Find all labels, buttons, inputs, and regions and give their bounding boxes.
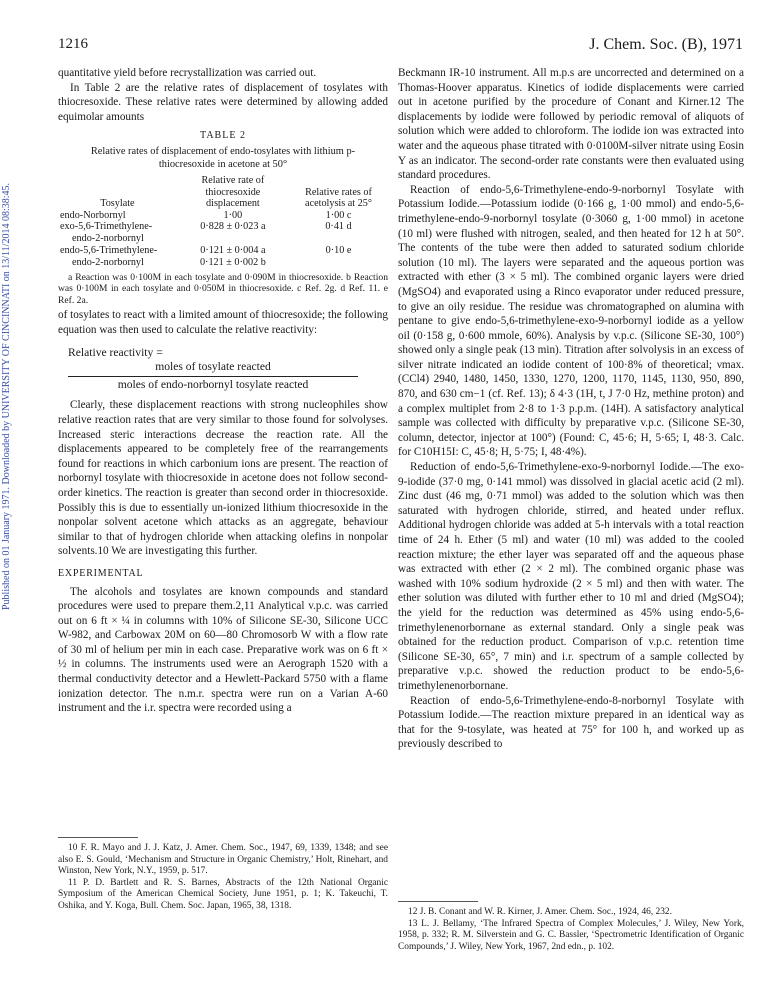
table-cell: 1·00 c <box>325 209 352 221</box>
table-row <box>58 233 388 245</box>
paragraph: Beckmann IR-10 instrument. All m.p.s are uncorrected and determined on a Thomas-Hoover apparatus. Kinetics of iodide displacements were carried out in acetone purified by the procedure of Conant and Kirner.12 The displacements by iodide were followed by periodic removal of aliquots of solution which were added to chloroform. The iodide ion was extracted into water and the aqueous phase titrated with 0·0100M-silver nitrate using Eosin Y as an indicator. The second-order rate constants were then evaluated using standard procedures. <box>398 67 744 182</box>
paragraph: The alcohols and tosylates are known compounds and standard procedures were used to prepare them.2,11 Analytical v.p.c. was carried out on 6 ft × ¼ in columns with 10% of Silicone SE-30, Silicone UCC W-982, and Carbowax 20M on 60—80 Chromosorb W with a flow rate of 30 ml of helium per min in each case. Preparative work was on 6 ft × ½ in columns. The instruments used were an Aerograph 1520 with a thermal conductivity detector and a Hewlett-Packard 5750 with a flame ionization detector. The n.m.r. spectra were run on a Varian A-60 instrument and the i.r. spectra were recorded using a <box>58 585 388 715</box>
left-column <box>58 66 388 716</box>
table-title: TABLE 2 <box>200 130 246 142</box>
download-watermark: Published on 01 January 1971. Downloaded by UNIVERSITY OF CINCINNATI on 13/11/2014 08:38:45. <box>1 182 12 610</box>
table-cell: 0·121 ± 0·004 a <box>200 245 266 257</box>
section-heading: EXPERIMENTAL <box>58 567 144 579</box>
table-cell: 0·828 ± 0·023 a <box>200 221 266 233</box>
table-cell: 0·10 e <box>325 245 352 257</box>
table-cell: endo-2-norbornyl <box>72 233 144 245</box>
table-footnotes: a Reaction was 0·100M in each tosylate and 0·090M in thiocresoxide. b Reaction was 0·100M in each tosylate and 0·050M in thiocresoxide. c Ref. 2g. d Ref. 11. e Ref. 2a. <box>58 271 388 306</box>
column-header: Relative rate of thiocresoxide displacement <box>201 175 265 210</box>
equation-lhs: Relative reactivity = <box>68 345 163 359</box>
table-cell: 0·41 d <box>325 221 352 233</box>
footnote-rule <box>398 901 478 902</box>
table-cell: endo-5,6-Trimethylene- <box>60 245 158 257</box>
table-cell <box>289 233 388 245</box>
table-cell: 0·121 ± 0·002 b <box>199 256 266 268</box>
relative-reactivity-equation <box>58 346 388 393</box>
paragraph: of tosylates to react with a limited amount of thiocresoxide; the following equation was then used to calculate the relative reactivity: <box>58 309 388 337</box>
paragraph: Reduction of endo-5,6-Trimethylene-exo-9-norbornyl Iodide.—The exo-9-iodide (37·0 mg, 0·141 mmol) was dissolved in glacial acetic acid (2 ml). Zinc dust (46 mg, 0·71 mmol) was added to the solution which was then saturated with hydrogen chloride, stirred, and heated under reflux. Additional hydrogen chloride was added at 5-h intervals with a total reaction time of 24 h. Ether (5 ml) and water (10 ml) was added to the cooled reaction mixture; the ether layer was separated off and the aqueous phase was extracted with ether (2 × 2 ml). The combined organic phase was washed with 10% sodium hydroxide (2 × 5 ml) and then with water. The ether solution was diluted with further ether to 10 ml and dried (MgSO4); the yield for the reduction was determined as 45% using endo-5,6-trimethylenenorbornane as external standard. Only a single peak was obtained for the reduction product. Comparison of v.p.c. retention time (Silicone SE-30, 65°, 7 min) and i.r. spectrum of a sample collected by preparative v.p.c. showed the reduction product to be endo-5,6-trimethylenenorbornane. <box>398 461 744 692</box>
paragraph: In Table 2 are the relative rates of displacement of tosylates with thiocresoxide. These relative rates were determined by allowing added equimolar amounts <box>58 81 388 123</box>
paragraph: Clearly, these displacement reactions with strong nucleophiles show relative reaction rates that are very similar to those found for solvolyses. Increased steric interactions decrease the reaction rate. All the displacements appeared to be completely free of the rearrangements found for reactions in which carbonium ions are present. The reaction of norbornyl tosylate with thiocresoxide in acetone does not follow second-order kinetics. The reaction is greater than second order in thiocresoxide. Possibly this is due to essentially un-ionized lithium thiocresoxide in the nonpolar solvent acetone which attacks as an aggregate, behaviour similar to that of hydrogen chloride when attacking olefins in nonpolar solvents.10 We are investigating this further. <box>58 399 388 558</box>
footnote: 11 P. D. Bartlett and R. S. Barnes, Abstracts of the 12th National Organic Symposium of the American Chemical Society, June 1951, p. 1; K. Takeuchi, T. Oshika, and Y. Koga, Bull. Chem. Soc. Japan, 1965, 38, 1318. <box>58 877 388 911</box>
table-row <box>58 257 388 269</box>
paragraph: Reaction of endo-5,6-Trimethylene-endo-8-norbornyl Tosylate with Potassium Iodide.—The reaction mixture prepared in an identical way as that for the 9-tosylate, was heated at 75° for 100 h, and worked up as previously described to <box>398 694 744 751</box>
table-row <box>58 210 388 222</box>
right-column <box>398 66 744 752</box>
table-row <box>58 221 388 233</box>
paragraph: quantitative yield before recrystallization was carried out. <box>58 67 317 79</box>
footnote: 13 L. J. Bellamy, ‘The Infrared Spectra of Complex Molecules,’ J. Wiley, New York, 1958, p. 332; R. M. Silverstein and G. C. Bassler, ‘Spectrometric Identification of Organic Compounds,’ J. Wiley, New York, 1967, 2nd edn., p. 102. <box>398 918 744 952</box>
equation-fraction <box>68 360 388 392</box>
table-cell <box>177 233 289 245</box>
equation-numerator: moles of tosylate reacted <box>68 360 358 377</box>
paragraph: Reaction of endo-5,6-Trimethylene-endo-9-norbornyl Tosylate with Potassium Iodide.—Potassium iodide (0·166 g, 1·00 mmol) and endo-5,6-trimethylene-endo-9-norbornyl tosylate (0·3060 g, 1·00 mmol) in acetone (10 ml) were flushed with nitrogen, sealed, and then heated for 12 h at 50°. The contents of the tube were then added to saturated sodium chloride solution (10 ml). The layers were separated and the aqueous portion was extracted with ether (3 × 5 ml). The combined organic layers were dried (MgSO4) and evaporated using a Rinco evaporator under reduced pressure, to give an oily residue. The residue was chromatographed on alumina with pentane to give endo-5,6-trimethylene-exo-9-norbornyl iodide as a yellow oil (0·158 g, 0·600 mmole, 60%). Analysis by v.p.c. (Silicone SE-30, 100°) showed only a single peak (13 min). Titration after solvolysis in an excess of silver nitrate indicated an iodide content of 100·8% of theoretical; νmax. (CCl4) 2940, 1480, 1450, 1330, 1270, 1200, 1170, 1145, 1130, 950, 890, 870, and 630 cm−1 (cf. Ref. 13); δ 4·3 (1H, t, J 7·0 Hz, methine proton) and a complex multiplet from 2·8 to 1·3 p.p.m. (14H). A satisfactory analytical sample was collected with difficulty by preparative v.p.c. (Silicone SE-30, column, detector, injector at 100°) (Found: C, 45·6; H, 5·65; I, 48·3. Calc. for C10H15I: C, 45·8; H, 5·75; I, 48·4%). <box>398 183 744 459</box>
footnote: 12 J. B. Conant and W. R. Kirner, J. Amer. Chem. Soc., 1924, 46, 232. <box>408 907 672 917</box>
column-header: Tosylate <box>100 198 135 210</box>
equation-denominator: moles of endo-norbornyl tosylate reacted <box>117 377 309 391</box>
table-2 <box>58 130 388 306</box>
table-row <box>58 245 388 257</box>
column-header: Relative rates of acetolysis at 25° <box>305 186 372 210</box>
footnotes-right <box>398 907 744 953</box>
table-cell: 1·00 <box>223 209 243 221</box>
table-cell: exo-5,6-Trimethylene- <box>60 221 153 233</box>
page-header <box>58 36 743 56</box>
table-cell: endo-Norbornyl <box>60 209 126 221</box>
footnotes-left <box>58 843 388 913</box>
footnote: 10 F. R. Mayo and J. J. Katz, J. Amer. Chem. Soc., 1947, 69, 1339, 1348; and see also E. S. Gould, ‘Mechanism and Structure in Organic Chemistry,’ Holt, Rinehart, and Winston, New York, N.Y., 1959, p. 517. <box>58 843 388 877</box>
table-cell: endo-2-norbornyl <box>72 256 144 268</box>
table-caption: Relative rates of displacement of endo-tosylates with lithium p-thiocresoxide in acetone at 50° <box>90 145 356 170</box>
journal-title: J. Chem. Soc. (B), 1971 <box>589 36 743 53</box>
table-cell <box>289 257 388 269</box>
page-number: 1216 <box>58 36 88 52</box>
footnote-rule <box>58 837 138 838</box>
rates-table <box>58 175 388 268</box>
table-header-row <box>58 175 388 210</box>
